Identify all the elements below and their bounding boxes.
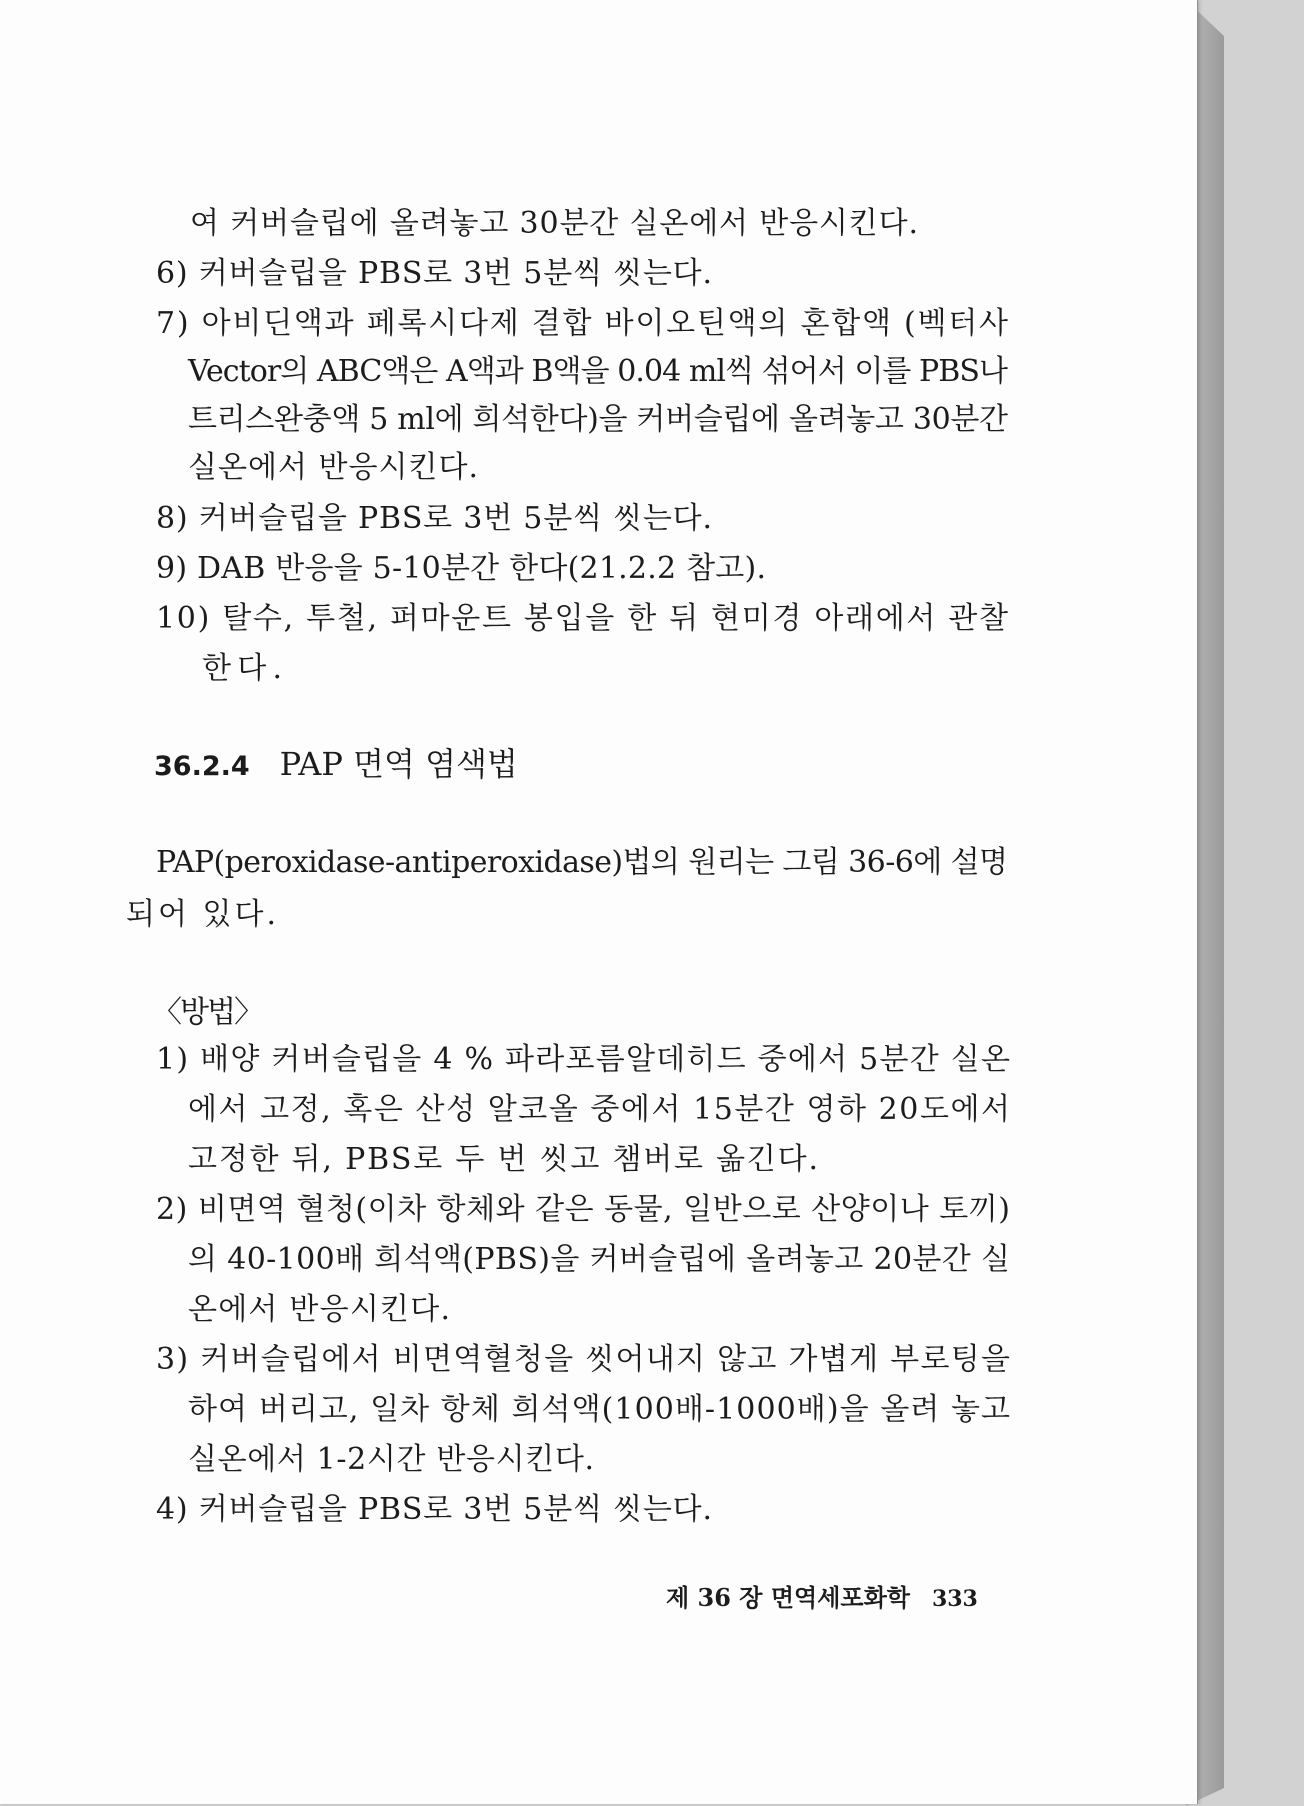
section-title: PAP 면역 염색법: [279, 745, 518, 783]
text-line: 되어 있다.: [126, 897, 279, 932]
list-item-8: 8) 커버슬립을 PBS로 3번 5분씩 씻는다.: [156, 501, 713, 536]
text-line: 한다.: [202, 651, 289, 686]
method-label: 〈방법〉: [152, 995, 262, 1030]
text-line: 여 커버슬립에 올려놓고 30분간 실온에서 반응시킨다.: [190, 206, 919, 241]
text-line: 에서 고정, 혹은 산성 알코올 중에서 15분간 영하 20도에서: [188, 1092, 1012, 1127]
section-number: 36.2.4: [154, 751, 250, 782]
list-item-3: 3) 커버슬립에서 비면역혈청을 씻어내지 않고 가볍게 부로팅을: [156, 1342, 1012, 1377]
page-number: 333: [931, 1586, 978, 1612]
text-line: 트리스완충액 5 ml에 희석한다)을 커버슬립에 올려놓고 30분간: [188, 402, 1008, 437]
text-line: 실온에서 1-2시간 반응시킨다.: [188, 1442, 595, 1477]
text-line: 의 40-100배 희석액(PBS)을 커버슬립에 올려놓고 20분간 실: [188, 1242, 1011, 1277]
list-item-1: 1) 배양 커버슬립을 4 % 파라포름알데히드 중에서 5분간 실온: [156, 1042, 1012, 1077]
chapter-title: 제 36 장 면역세포화학: [666, 1583, 910, 1612]
list-item-10: 10) 탈수, 투철, 퍼마운트 봉입을 한 뒤 현미경 아래에서 관찰: [156, 601, 1010, 636]
section-heading: [154, 744, 518, 787]
text-line: Vector의 ABC액은 A액과 B액을 0.04 ml씩 섞어서 이를 PBS나: [188, 354, 1008, 389]
text-line: 온에서 반응시킨다.: [188, 1292, 452, 1327]
list-item-4: 4) 커버슬립을 PBS로 3번 5분씩 씻는다.: [156, 1492, 713, 1527]
text-line: PAP(peroxidase-antiperoxidase)법의 원리는 그림 36-6에 설명: [156, 845, 1008, 880]
text-line: 하여 버리고, 일차 항체 희석액(100배-1000배)을 올려 놓고: [188, 1392, 1012, 1427]
page-footer: [666, 1582, 978, 1615]
list-item-6: 6) 커버슬립을 PBS로 3번 5분씩 씻는다.: [156, 256, 713, 291]
text-line: 실온에서 반응시킨다.: [188, 450, 479, 485]
list-item-7: 7) 아비딘액과 페록시다제 결합 바이오틴액의 혼합액 (벡터사: [156, 306, 1010, 341]
list-item-9: 9) DAB 반응을 5-10분간 한다(21.2.2 참고).: [156, 551, 767, 586]
list-item-2: 2) 비면역 혈청(이차 항체와 같은 동물, 일반으로 산양이나 토끼): [156, 1192, 1011, 1227]
text-line: 고정한 뒤, PBS로 두 번 씻고 챔버로 옮긴다.: [188, 1142, 820, 1177]
